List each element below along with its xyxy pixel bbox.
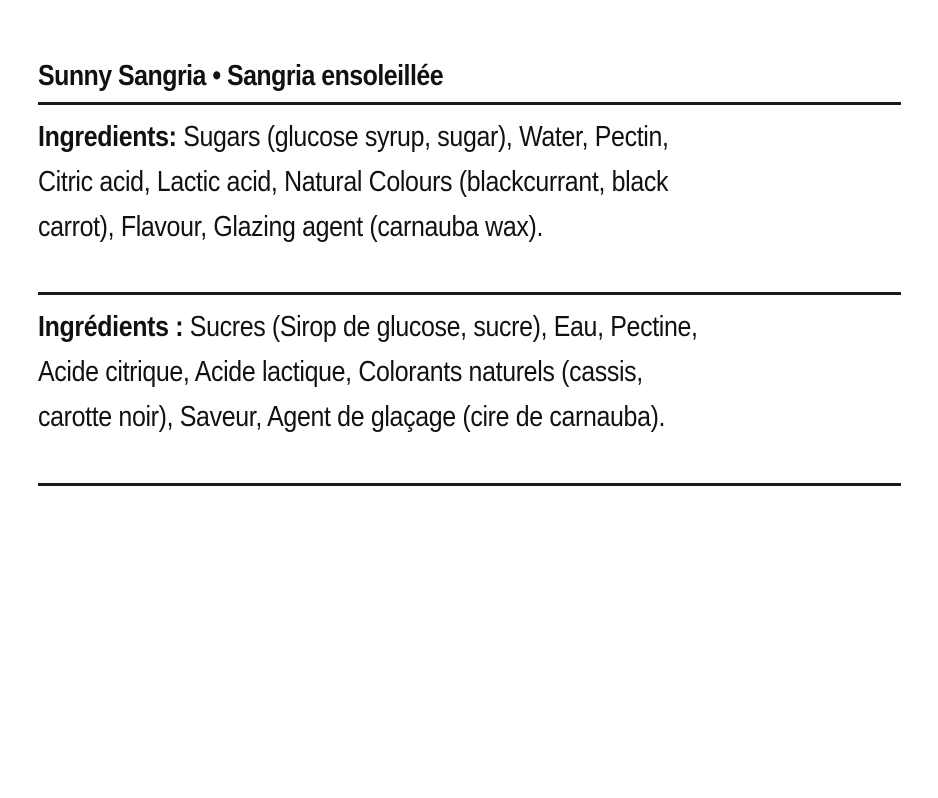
french-ingredients-text <box>38 305 898 440</box>
product-title: Sunny Sangria • Sangria ensoleillée <box>38 60 444 92</box>
french-ingredients-section <box>38 295 901 483</box>
english-ingredients-section <box>38 105 901 292</box>
ingredients-label-panel <box>38 50 901 486</box>
french-ingredients-line: carotte noir), Saveur, Agent de glaçage (cire de carnauba). <box>38 401 666 433</box>
english-ingredients-line: carrot), Flavour, Glazing agent (carnauba wax). <box>38 211 544 243</box>
french-ingredients-line: Sucres (Sirop de glucose, sucre), Eau, Pectine, <box>189 311 698 343</box>
divider-bottom <box>38 483 901 486</box>
english-ingredients-line: Sugars (glucose syrup, sugar), Water, Pectin, <box>183 121 669 153</box>
english-ingredients-text <box>38 115 898 250</box>
english-ingredients-heading: Ingredients: <box>38 121 177 153</box>
french-ingredients-line: Acide citrique, Acide lactique, Colorants naturels (cassis, <box>38 356 643 388</box>
english-ingredients-line: Citric acid, Lactic acid, Natural Colours (blackcurrant, black <box>38 166 669 198</box>
french-ingredients-heading: Ingrédients : <box>38 311 184 343</box>
